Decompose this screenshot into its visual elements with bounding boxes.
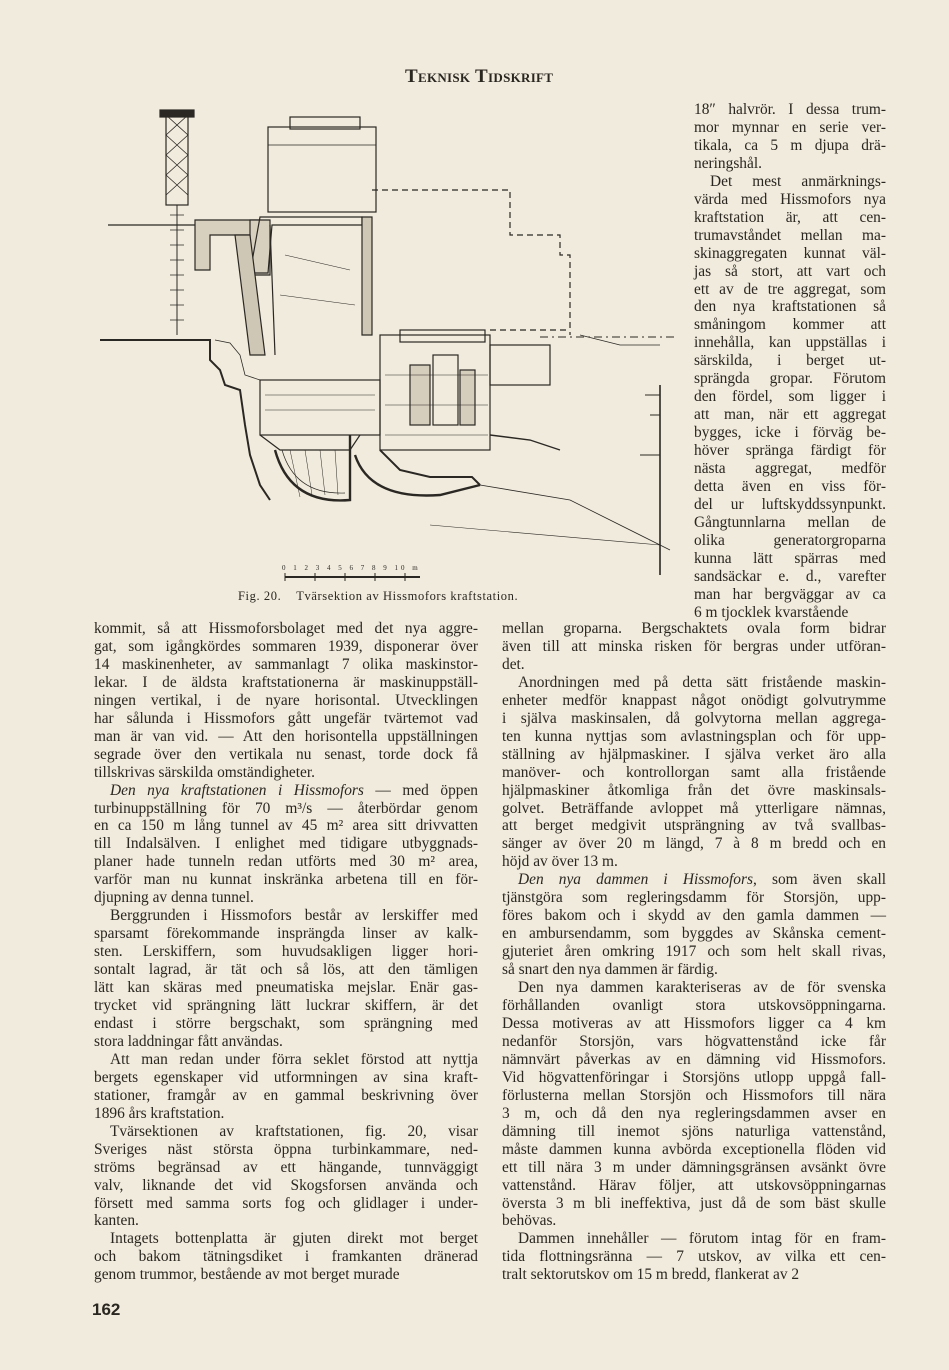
- text-line: Den nya dammen i Hissmofors, som även skall: [518, 871, 887, 889]
- text-line: så snart den nya dammen är färdig.: [502, 961, 718, 979]
- text-line: Sveriges näst största öppna turbinkammare, ned-: [94, 1140, 478, 1158]
- text-line: man har bergväggar av ca: [694, 585, 886, 603]
- text-line: översta 3 m bli ineffektiva, just då de som bäst skulle: [502, 1194, 886, 1212]
- text-line: ten kunna nyttjas som avlastningsplan och för upp-: [502, 727, 886, 745]
- figure-caption: [238, 589, 578, 604]
- text-line: tikala, ca 5 m djupa drä-: [694, 136, 886, 154]
- text-line: dämning till inemot sjöns naturliga vattenstånd,: [502, 1122, 886, 1140]
- text-line: hjälpmaskiner åtkomliga från det övre maskinsals-: [502, 781, 886, 799]
- text-line: sandsäckar e. d., varefter: [694, 567, 886, 585]
- text-line: nämnvärt påverkas av en dämning vid Hissmofors.: [502, 1050, 886, 1068]
- text-line: värda med Hissmofors nya: [694, 190, 886, 208]
- left-column: [94, 620, 478, 1284]
- text-line: Dessa motiveras av att Hissmofors ligger ca 4 km: [502, 1014, 886, 1032]
- text-line: att man, när ett aggregat: [694, 406, 886, 424]
- text-line: behövas.: [502, 1212, 557, 1230]
- generator-hall-drawing: [380, 330, 560, 485]
- text-line: en ambursendamm, som byggdes av Skånska cement-: [502, 925, 886, 943]
- text-line: Den nya dammen karakteriseras av de för svenska: [518, 979, 886, 997]
- text-line: Vid högvattenföringar i Storsjöns utlopp uppgå fall-: [502, 1068, 886, 1086]
- text-line: olika generatorgroparna: [694, 531, 886, 549]
- text-line: endast i större bergschakt, som sprängning med: [94, 1014, 478, 1032]
- text-line: att berget medgivit utsprängning av två svallbas-: [502, 817, 886, 835]
- text-line: Dammen innehåller — förutom intag för en fram-: [518, 1230, 886, 1248]
- text-line: föres bakom och i skydd av den gamla dammen —: [502, 907, 886, 925]
- text-line: trycket vid sprängning lätt luckrar skiffern, är det: [94, 997, 478, 1015]
- text-line: segrade över den vertikala nu senast, torde dock få: [94, 745, 478, 763]
- text-line: måste dammen kunna avbörda exceptionella flöden vid: [502, 1140, 886, 1158]
- turbine-chamber-drawing: [260, 380, 480, 500]
- text-line: neringshål.: [694, 154, 762, 172]
- scale-bar-label: 0 1 2 3 4 5 6 7 8 9 10 m: [282, 564, 421, 572]
- text-line: man är van vid. — Att den horisontella uppställningen: [94, 727, 478, 745]
- text-line: även till att minska risken för bergras under utföran-: [502, 637, 886, 655]
- text-line: förlusterna mellan Storsjön och Hissmofors till nära: [502, 1086, 886, 1104]
- text-line: innehålla, kan uppställas i: [694, 334, 886, 352]
- text-line: ett till nära 3 m under dämningsgränsen avsänkt övre: [502, 1158, 886, 1176]
- text-line: Den nya kraftstationen i Hissmofors — med öppen: [110, 781, 478, 799]
- right-column: [502, 620, 886, 1284]
- text-line: Anordningen med på detta sätt fristående maskin-: [518, 673, 886, 691]
- text-line: i själva maskinsalen, då golvytorna mellan aggrega-: [502, 709, 886, 727]
- text-line: genom trummor, bestående av mot berget murade: [94, 1266, 400, 1284]
- text-line: försett med samma sorts fog och glidlager i under-: [94, 1194, 478, 1212]
- journal-title: Teknisk Tidskrift: [405, 66, 554, 87]
- text-line: 6 m tjocklek kvarstående: [694, 603, 849, 621]
- text-line: sontalt lagrad, är tät och så lös, att den tämligen: [94, 961, 478, 979]
- scale-bar: [285, 573, 420, 581]
- text-line: mor mynnar en serie ver-: [694, 118, 886, 136]
- text-line: mellan groparna. Bergschaktets ovala form bidrar: [502, 620, 886, 637]
- text-line: del ur luftskyddssynpunkt.: [694, 495, 886, 513]
- text-line: nedanför Storsjön, vars högvattenstånd icke får: [502, 1032, 886, 1050]
- text-line: Berggrunden i Hissmofors består av lerskiffer med: [110, 907, 478, 925]
- text-line: särskilda, i berget ut-: [694, 352, 886, 370]
- text-line: 18″ halvrör. I dessa trum-: [694, 101, 886, 118]
- text-line: kraftstation är, att cen-: [694, 208, 886, 226]
- text-line: gat, som igångkördes sommaren 1939, disponerar över: [94, 637, 478, 655]
- text-line: bygges, icke i förväg be-: [694, 424, 886, 442]
- text-line: trumavståndet mellan ma-: [694, 226, 886, 244]
- text-line: tjänstgöra som regleringsdamm för Storsjön, upp-: [502, 889, 886, 907]
- text-line: ningen vertikal, i de nyare horisontal. Utvecklingen: [94, 691, 478, 709]
- text-line: bergets egenskaper vid utformningen av sina kraft-: [94, 1068, 478, 1086]
- text-line: ställning av hjälpmaskiner. I själva verket äro alla: [502, 745, 886, 763]
- text-line: kanten.: [94, 1212, 139, 1230]
- text-line: Intagets bottenplatta är gjuten direkt mot berget: [110, 1230, 478, 1248]
- text-line: valv, liknande det vid Skogsforsen använda och: [94, 1176, 478, 1194]
- text-line: varför man nu kunnat inskränka arbetena till en för-: [94, 871, 478, 889]
- text-line: sänger av över 20 m längd, 7 à 8 m bredd och en: [502, 835, 886, 853]
- text-line: kunna lätt spärras med: [694, 549, 886, 567]
- text-line: kommit, så att Hissmoforsbolaget med det nya aggre-: [94, 620, 478, 637]
- rock-profile-line: [100, 340, 270, 500]
- figure-caption-text: Tvärsektion av Hissmofors kraftstation.: [296, 589, 519, 603]
- text-line: stationer, framgår av en gammal beskrivning över: [94, 1086, 478, 1104]
- text-line: nästa aggregat, medför: [694, 460, 886, 478]
- text-line: en ca 150 m lång tunnel av 45 m² area sitt drivvatten: [94, 817, 478, 835]
- text-line: sten. Lerskiffern, som huvudsakligen ligger hori-: [94, 943, 478, 961]
- text-line: manöver- och kontrollorgan samt alla fristående: [502, 763, 886, 781]
- text-line: tillskrivas särskilda omständigheter.: [94, 763, 315, 781]
- text-line: tida flottningsränna — 7 utskov, av vilka ett cen-: [502, 1248, 886, 1266]
- crane-tower-drawing: [160, 110, 194, 335]
- text-line: 14 maskinenheter, av sammanlagt 7 olika maskinstor-: [94, 655, 478, 673]
- text-line: Det mest anmärknings-: [710, 172, 886, 190]
- text-line: detta även en viss för-: [694, 478, 886, 496]
- text-line: det.: [502, 655, 525, 673]
- text-line: ett av de tre aggregat, som: [694, 280, 886, 298]
- text-line: Att man redan under förra seklet förstod att nyttja: [110, 1050, 478, 1068]
- text-line: planer hade tunneln redan utförts med 30 m² area,: [94, 853, 478, 871]
- text-line: skinaggregaten kunnat väl-: [694, 244, 886, 262]
- text-line: tralt sektorutskov om 15 m bredd, flankerat av 2: [502, 1266, 800, 1284]
- powerhouse-roof-line: [372, 190, 570, 335]
- text-line: djupning av denna tunnel.: [94, 889, 254, 907]
- intake-structure-drawing: [108, 117, 376, 355]
- text-line: sprängda gropar. Förutom: [694, 370, 886, 388]
- text-line: förhållanden ovanligt stora utskovsöppningarna.: [502, 997, 886, 1015]
- text-line: höver spränga färdigt för: [694, 442, 886, 460]
- text-line: har sålunda i Hissmofors gått ungefär tvärtemot vad: [94, 709, 478, 727]
- text-line: turbinuppställning för 70 m³/s — återbördar genom: [94, 799, 478, 817]
- figure-caption-label: Fig. 20.: [238, 589, 282, 603]
- cross-section-drawing: [100, 105, 680, 585]
- page-number: 162: [92, 1300, 121, 1319]
- text-line: Gångtunnlarna mellan de: [694, 513, 886, 531]
- text-line: Tvärsektionen av kraftstationen, fig. 20, visar: [110, 1122, 478, 1140]
- text-line: till Indalsälven. I enlighet med tidigare utbyggnads-: [94, 835, 478, 853]
- right-narrow-column: [694, 101, 886, 622]
- text-line: småningom kommer att: [694, 316, 886, 334]
- text-line: enheter medför knappast något onödigt golvutrymme: [502, 691, 886, 709]
- text-line: 3 m, och då den nya regleringsdammen avser en: [502, 1104, 886, 1122]
- text-line: golvet. Beträffande avloppet må ytterligare nämnas,: [502, 799, 886, 817]
- text-line: lekar. I de äldsta kraftstationerna är maskinuppställ-: [94, 673, 478, 691]
- text-line: den nya kraftstationen så: [694, 298, 886, 316]
- text-line: och bakom tätningsdiket i framkanten dränerad: [94, 1248, 478, 1266]
- text-line: ströms begränsad av ett hängande, tunnväggigt: [94, 1158, 478, 1176]
- text-line: sparsamt förekommande insprängda linser av kalk-: [94, 925, 478, 943]
- text-line: vattenstånd. Härav följer, att utskovsöppningarnas: [502, 1176, 886, 1194]
- text-line: den fördel, som ligger i: [694, 388, 886, 406]
- text-line: höjd av över 13 m.: [502, 853, 618, 871]
- text-line: gjuteriet åren omkring 1917 och som helt skall rivas,: [502, 943, 886, 961]
- text-line: stora laddningar fått användas.: [94, 1032, 283, 1050]
- text-line: lätt kan skäras med pneumatiska mejslar. Enär gas-: [94, 979, 478, 997]
- text-line: jas så stort, att vart och: [694, 262, 886, 280]
- text-line: 1896 års kraftstation.: [94, 1104, 225, 1122]
